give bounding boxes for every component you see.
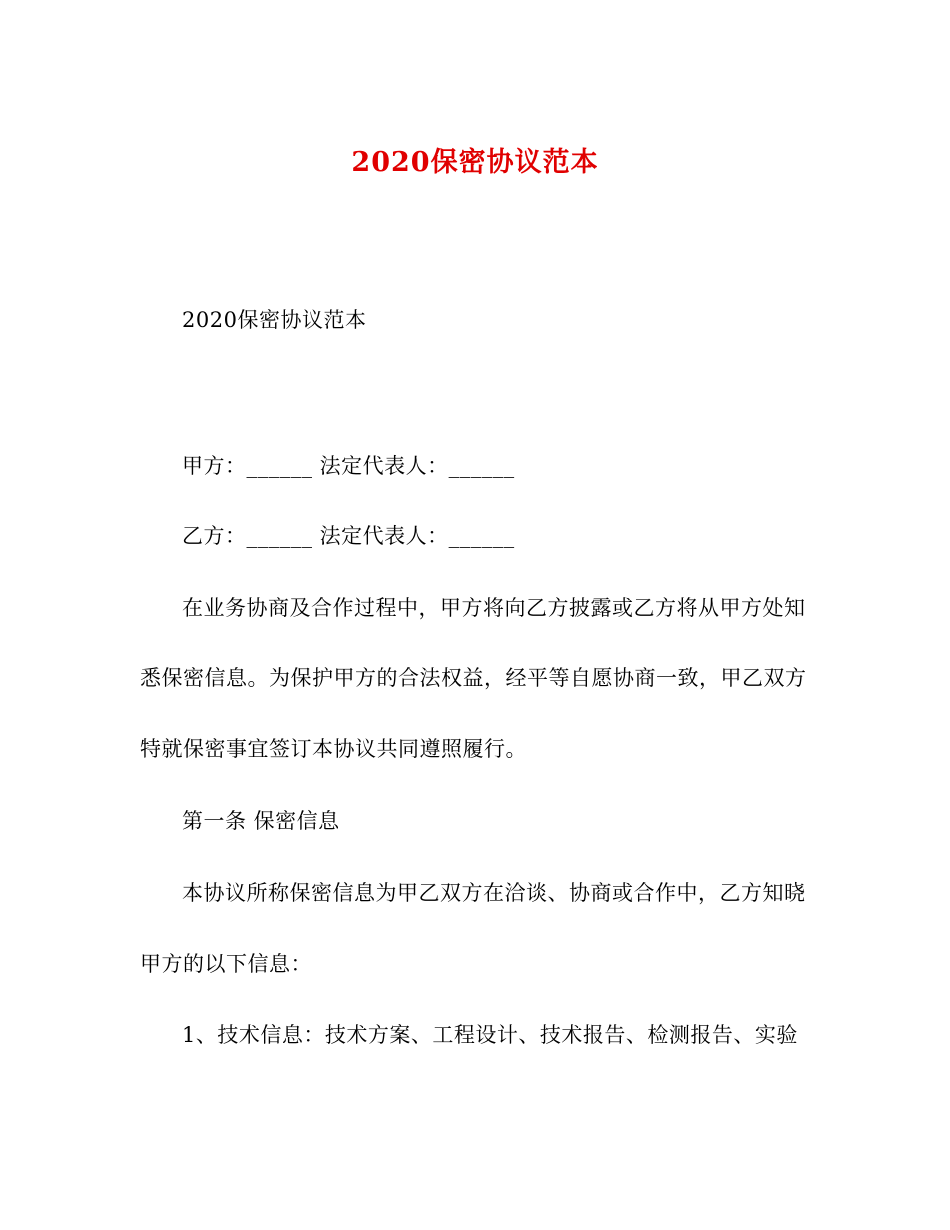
document-title: 2020保密协议范本 [351, 147, 599, 178]
paragraph-line: 在业务协商及合作过程中，甲方将向乙方披露或乙方将从甲方处知 [182, 596, 806, 620]
paragraph-line: 甲方的以下信息： [140, 952, 312, 976]
subtitle-line: 2020保密协议范本 [182, 308, 367, 332]
list-item: 1、技术信息：技术方案、工程设计、技术报告、检测报告、实验 [182, 1023, 798, 1047]
section-heading: 第一条 保密信息 [182, 809, 340, 833]
party-a-line: 甲方：______ 法定代表人：______ [182, 454, 515, 478]
party-b-line: 乙方：______ 法定代表人：______ [182, 524, 515, 548]
paragraph-line: 本协议所称保密信息为甲乙双方在洽谈、协商或合作中，乙方知晓 [182, 881, 806, 905]
paragraph-line: 特就保密事宜签订本协议共同遵照履行。 [140, 737, 527, 761]
paragraph-line: 悉保密信息。为保护甲方的合法权益，经平等自愿协商一致，甲乙双方 [140, 666, 807, 690]
